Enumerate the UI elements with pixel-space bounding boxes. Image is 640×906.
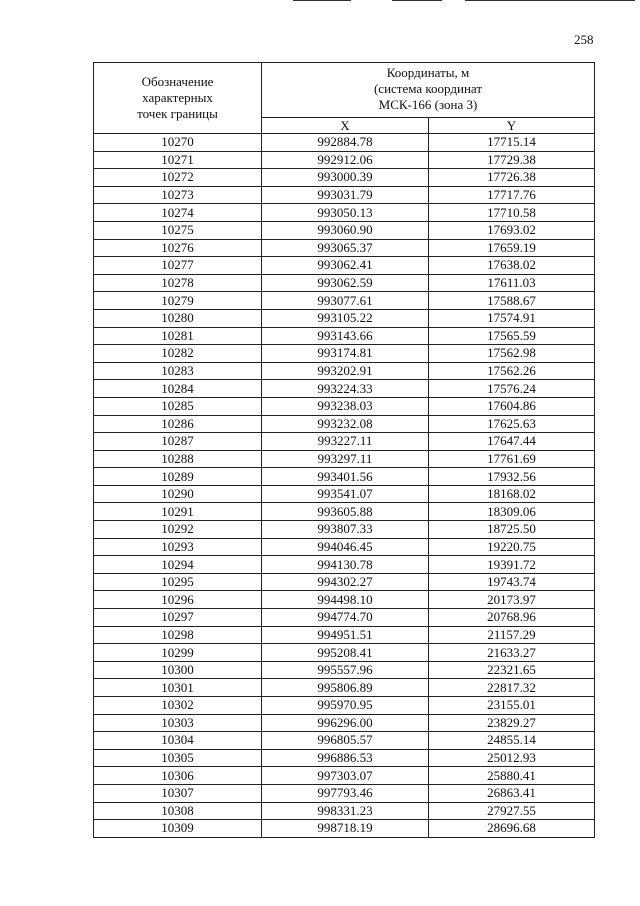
- point-id-cell: 10299: [94, 644, 262, 662]
- point-id-cell: 10277: [94, 257, 262, 275]
- x-coordinate-cell: 993077.61: [262, 292, 429, 310]
- y-coordinate-cell: 17761.69: [429, 450, 595, 468]
- table-row: [94, 591, 595, 609]
- table-row: [94, 415, 595, 433]
- x-coordinate-cell: 995208.41: [262, 644, 429, 662]
- y-coordinate-cell: 17565.59: [429, 327, 595, 345]
- table-row: [94, 362, 595, 380]
- table-row: [94, 538, 595, 556]
- table-row: [94, 732, 595, 750]
- table-row: [94, 749, 595, 767]
- point-id-cell: 10276: [94, 239, 262, 257]
- y-coordinate-cell: 21157.29: [429, 626, 595, 644]
- point-id-cell: 10305: [94, 749, 262, 767]
- point-id-cell: 10288: [94, 450, 262, 468]
- point-id-cell: 10272: [94, 169, 262, 187]
- y-coordinate-cell: 19743.74: [429, 573, 595, 591]
- point-id-cell: 10297: [94, 609, 262, 627]
- y-coordinate-cell: 17717.76: [429, 186, 595, 204]
- point-id-cell: 10271: [94, 151, 262, 169]
- y-coordinate-cell: 17625.63: [429, 415, 595, 433]
- header-coordinates-line: МСК-166 (зона 3): [378, 97, 478, 112]
- x-coordinate-cell: 993807.33: [262, 521, 429, 539]
- point-id-cell: 10298: [94, 626, 262, 644]
- x-coordinate-cell: 998331.23: [262, 802, 429, 820]
- y-coordinate-cell: 18168.02: [429, 485, 595, 503]
- x-coordinate-cell: 993232.08: [262, 415, 429, 433]
- point-id-cell: 10286: [94, 415, 262, 433]
- x-coordinate-cell: 993143.66: [262, 327, 429, 345]
- table-row: [94, 784, 595, 802]
- table-row: [94, 134, 595, 152]
- x-coordinate-cell: 994498.10: [262, 591, 429, 609]
- table-row: [94, 556, 595, 574]
- table-row: [94, 169, 595, 187]
- y-coordinate-cell: 17693.02: [429, 221, 595, 239]
- y-coordinate-cell: 17647.44: [429, 433, 595, 451]
- y-coordinate-cell: 20768.96: [429, 609, 595, 627]
- point-id-cell: 10295: [94, 573, 262, 591]
- x-coordinate-cell: 993000.39: [262, 169, 429, 187]
- y-coordinate-cell: 17726.38: [429, 169, 595, 187]
- x-coordinate-cell: 992912.06: [262, 151, 429, 169]
- y-coordinate-cell: 25880.41: [429, 767, 595, 785]
- y-coordinate-cell: 22817.32: [429, 679, 595, 697]
- x-coordinate-cell: 995557.96: [262, 661, 429, 679]
- table-row: [94, 151, 595, 169]
- point-id-cell: 10284: [94, 380, 262, 398]
- x-coordinate-cell: 993401.56: [262, 468, 429, 486]
- point-id-cell: 10279: [94, 292, 262, 310]
- x-coordinate-cell: 993174.81: [262, 345, 429, 363]
- y-coordinate-cell: 25012.93: [429, 749, 595, 767]
- table-row: [94, 380, 595, 398]
- y-coordinate-cell: 17710.58: [429, 204, 595, 222]
- point-id-cell: 10273: [94, 186, 262, 204]
- table-row: [94, 186, 595, 204]
- table-row: [94, 327, 595, 345]
- point-id-cell: 10292: [94, 521, 262, 539]
- x-coordinate-cell: 994774.70: [262, 609, 429, 627]
- y-coordinate-cell: 20173.97: [429, 591, 595, 609]
- point-id-cell: 10270: [94, 134, 262, 152]
- x-coordinate-cell: 994130.78: [262, 556, 429, 574]
- table-row: [94, 644, 595, 662]
- point-id-cell: 10307: [94, 784, 262, 802]
- point-id-cell: 10304: [94, 732, 262, 750]
- point-id-cell: 10290: [94, 485, 262, 503]
- table-row: [94, 714, 595, 732]
- point-id-cell: 10287: [94, 433, 262, 451]
- table-row: [94, 521, 595, 539]
- x-coordinate-cell: 995806.89: [262, 679, 429, 697]
- table-row: [94, 626, 595, 644]
- x-coordinate-cell: 993541.07: [262, 485, 429, 503]
- y-coordinate-cell: 17576.24: [429, 380, 595, 398]
- table-row: [94, 485, 595, 503]
- table-row: [94, 221, 595, 239]
- table-row: [94, 697, 595, 715]
- y-coordinate-cell: 17588.67: [429, 292, 595, 310]
- header-designation-line: Обозначение: [141, 74, 214, 89]
- table-row: [94, 274, 595, 292]
- point-id-cell: 10309: [94, 820, 262, 838]
- top-scan-line: [293, 0, 351, 1]
- table-row: [94, 609, 595, 627]
- y-coordinate-cell: 27927.55: [429, 802, 595, 820]
- x-coordinate-cell: 995970.95: [262, 697, 429, 715]
- point-id-cell: 10300: [94, 661, 262, 679]
- y-coordinate-cell: 28696.68: [429, 820, 595, 838]
- y-coordinate-cell: 17574.91: [429, 309, 595, 327]
- x-coordinate-cell: 996296.00: [262, 714, 429, 732]
- table-row: [94, 397, 595, 415]
- table-row: [94, 661, 595, 679]
- y-coordinate-cell: 19220.75: [429, 538, 595, 556]
- table-row: [94, 679, 595, 697]
- table-row: [94, 292, 595, 310]
- x-coordinate-cell: 993238.03: [262, 397, 429, 415]
- point-id-cell: 10303: [94, 714, 262, 732]
- y-coordinate-cell: 18309.06: [429, 503, 595, 521]
- x-coordinate-cell: 993297.11: [262, 450, 429, 468]
- table-row: [94, 204, 595, 222]
- point-id-cell: 10302: [94, 697, 262, 715]
- coordinates-table: [93, 62, 595, 838]
- point-id-cell: 10289: [94, 468, 262, 486]
- x-coordinate-cell: 993050.13: [262, 204, 429, 222]
- y-coordinate-cell: 17932.56: [429, 468, 595, 486]
- x-coordinate-cell: 993065.37: [262, 239, 429, 257]
- top-scan-line: [465, 0, 635, 1]
- table-row: [94, 257, 595, 275]
- y-coordinate-cell: 17611.03: [429, 274, 595, 292]
- y-coordinate-cell: 17562.26: [429, 362, 595, 380]
- point-id-cell: 10278: [94, 274, 262, 292]
- y-coordinate-cell: 17638.02: [429, 257, 595, 275]
- y-coordinate-cell: 23829.27: [429, 714, 595, 732]
- y-coordinate-cell: 17659.19: [429, 239, 595, 257]
- x-coordinate-cell: 993031.79: [262, 186, 429, 204]
- table-row: [94, 767, 595, 785]
- x-coordinate-cell: 996805.57: [262, 732, 429, 750]
- point-id-cell: 10308: [94, 802, 262, 820]
- table-row: [94, 503, 595, 521]
- point-id-cell: 10275: [94, 221, 262, 239]
- y-coordinate-cell: 17604.86: [429, 397, 595, 415]
- x-coordinate-cell: 993605.88: [262, 503, 429, 521]
- y-coordinate-cell: 18725.50: [429, 521, 595, 539]
- x-coordinate-cell: 993224.33: [262, 380, 429, 398]
- x-coordinate-cell: 993202.91: [262, 362, 429, 380]
- y-coordinate-cell: 19391.72: [429, 556, 595, 574]
- x-coordinate-cell: 996886.53: [262, 749, 429, 767]
- table-row: [94, 802, 595, 820]
- point-id-cell: 10301: [94, 679, 262, 697]
- page-number: 258: [574, 32, 594, 47]
- x-coordinate-cell: 993060.90: [262, 221, 429, 239]
- point-id-cell: 10293: [94, 538, 262, 556]
- table-row: [94, 309, 595, 327]
- header-coordinates: [262, 63, 595, 118]
- point-id-cell: 10283: [94, 362, 262, 380]
- table-row: [94, 433, 595, 451]
- table-row: [94, 450, 595, 468]
- point-id-cell: 10296: [94, 591, 262, 609]
- x-coordinate-cell: 993062.59: [262, 274, 429, 292]
- y-coordinate-cell: 23155.01: [429, 697, 595, 715]
- y-coordinate-cell: 26863.41: [429, 784, 595, 802]
- table-row: [94, 820, 595, 838]
- point-id-cell: 10291: [94, 503, 262, 521]
- point-id-cell: 10294: [94, 556, 262, 574]
- y-coordinate-cell: 17562.98: [429, 345, 595, 363]
- y-coordinate-cell: 24855.14: [429, 732, 595, 750]
- point-id-cell: 10285: [94, 397, 262, 415]
- y-coordinate-cell: 22321.65: [429, 661, 595, 679]
- header-designation-line: характерных: [142, 90, 213, 105]
- point-id-cell: 10306: [94, 767, 262, 785]
- x-coordinate-cell: 993105.22: [262, 309, 429, 327]
- table-row: [94, 345, 595, 363]
- x-coordinate-cell: 992884.78: [262, 134, 429, 152]
- point-id-cell: 10280: [94, 309, 262, 327]
- point-id-cell: 10274: [94, 204, 262, 222]
- point-id-cell: 10282: [94, 345, 262, 363]
- header-designation-line: точек границы: [137, 106, 218, 121]
- table-row: [94, 468, 595, 486]
- table-row: [94, 573, 595, 591]
- x-coordinate-cell: 994302.27: [262, 573, 429, 591]
- y-coordinate-cell: 17715.14: [429, 134, 595, 152]
- header-coordinates-line: (система координат: [373, 81, 483, 96]
- x-coordinate-cell: 998718.19: [262, 820, 429, 838]
- x-coordinate-cell: 993227.11: [262, 433, 429, 451]
- header-designation: [94, 63, 262, 134]
- top-scan-line: [392, 0, 442, 1]
- y-coordinate-cell: 17729.38: [429, 151, 595, 169]
- table-body: [94, 134, 595, 838]
- x-coordinate-cell: 993062.41: [262, 257, 429, 275]
- table-row: [94, 239, 595, 257]
- x-coordinate-cell: 994046.45: [262, 538, 429, 556]
- header-x: X: [262, 118, 429, 134]
- x-coordinate-cell: 997303.07: [262, 767, 429, 785]
- header-y: Y: [429, 118, 595, 134]
- header-coordinates-line: Координаты, м: [386, 65, 470, 80]
- y-coordinate-cell: 21633.27: [429, 644, 595, 662]
- x-coordinate-cell: 994951.51: [262, 626, 429, 644]
- point-id-cell: 10281: [94, 327, 262, 345]
- x-coordinate-cell: 997793.46: [262, 784, 429, 802]
